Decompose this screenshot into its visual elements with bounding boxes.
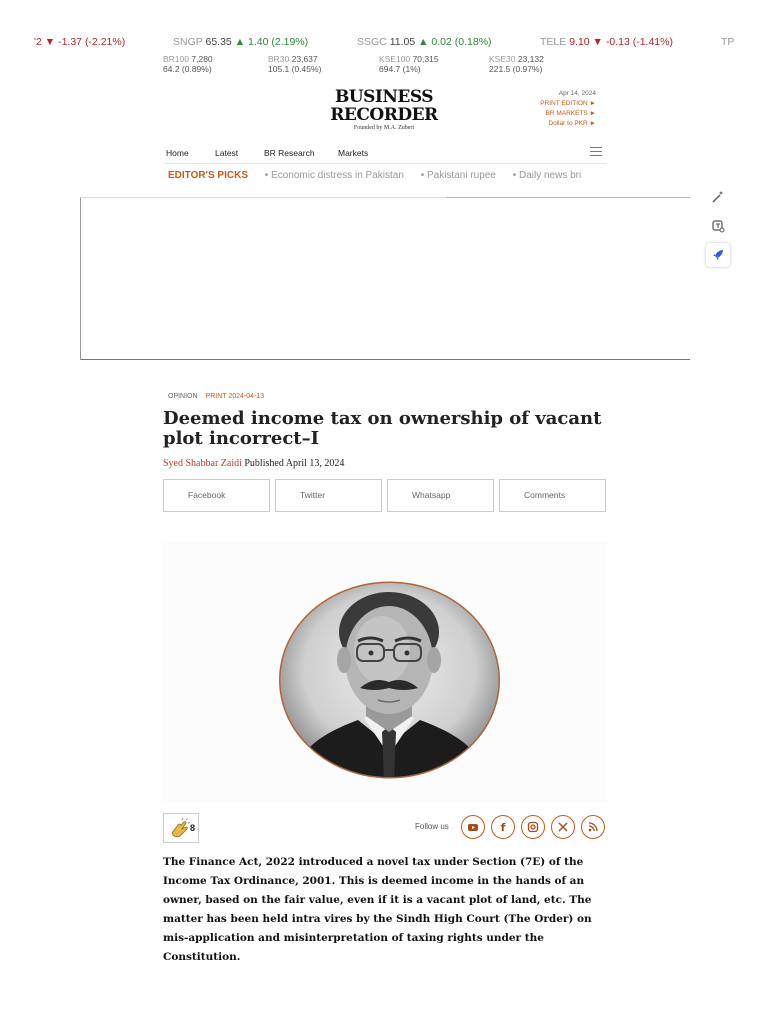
ticker-change: ▼ -0.13 (-1.41%) [592,36,673,48]
x-icon[interactable] [551,815,575,839]
follow-label: Follow us [415,822,449,831]
pick-link[interactable]: • Pakistani rupee [420,170,496,181]
ticker-symbol: TP [721,36,735,48]
index-br100[interactable]: BR100 7,280 64.2 (0.89%) [163,54,213,74]
ticker-symbol: TELE [540,36,567,48]
publish-date: Published April 13, 2024 [244,458,345,469]
share-whatsapp-button[interactable]: Whatsapp [387,479,494,512]
ticker-symbol: SSGC [357,36,387,48]
site-logo[interactable]: BUSINESS RECORDER Founded by M.A. Zuberi [330,87,438,131]
youtube-icon[interactable] [461,815,485,839]
ticker-price: '2 [34,36,42,48]
clap-icon [168,817,190,839]
print-tag[interactable]: PRINT 2024-04-13 [205,393,265,400]
ticker-item[interactable] [721,36,734,48]
ticker-change: ▲ 0.02 (0.18%) [418,36,492,48]
share-bar [163,479,606,512]
nav-br-research[interactable]: BR Research [264,148,315,158]
print-edition-link[interactable]: PRINT EDITION ► [540,100,596,107]
index-kse30[interactable]: KSE30 23,132 221.5 (0.97%) [489,54,544,74]
share-twitter-button[interactable]: Twitter [275,479,382,512]
ticker-price: 65.35 [205,36,232,48]
index-br30[interactable]: BR30 23,637 105.1 (0.45%) [268,54,322,74]
category-link[interactable]: OPINION [168,393,198,400]
article-kicker [168,393,264,400]
ticker-item[interactable] [540,36,673,48]
translate-icon[interactable] [706,214,730,238]
ticker-item[interactable] [357,36,492,48]
masthead-links [500,89,596,129]
nav-home[interactable]: Home [166,148,189,158]
magic-wand-icon[interactable] [706,185,730,209]
editors-picks-title: EDITOR'S PICKS [168,170,248,181]
ticker-item[interactable] [173,36,308,48]
menu-icon[interactable] [590,147,602,157]
comments-button[interactable]: Comments [499,479,606,512]
floating-toolbar [706,185,732,272]
facebook-icon[interactable]: f [491,815,515,839]
ticker-change: ▲ 1.40 (2.19%) [234,36,309,48]
share-facebook-button[interactable]: Facebook [163,479,270,512]
pick-link[interactable]: • Daily news bri [512,170,582,181]
index-kse100[interactable]: KSE100 70,315 694.7 (1%) [379,54,439,74]
author-link[interactable]: Syed Shabbar Zaidi [163,458,242,469]
br-markets-link[interactable]: BR MARKETS ► [545,110,596,117]
ticker-symbol: SNGP [173,36,203,48]
nav-latest[interactable]: Latest [215,148,239,158]
ticker-item[interactable] [34,36,125,48]
edition-date: Apr 14, 2024 [558,90,596,97]
dollar-pkr-link[interactable]: Dollar to PKR ► [548,120,596,127]
main-nav [164,148,606,162]
pick-link[interactable]: • Economic distress in Pakistan [264,170,404,181]
nav-markets[interactable]: Markets [338,148,369,158]
ticker-price: 9.10 [569,36,590,48]
ticker-price: 11.05 [389,36,416,48]
article-headline: Deemed income tax on ownership of vacant plot incorrect–I [163,408,602,449]
byline [163,458,344,469]
clap-count: 8 [190,823,196,833]
ticker-change: ▼ -1.37 (-2.21%) [44,36,126,48]
author-portrait [278,580,501,780]
ad-slot [80,197,690,360]
divider [164,163,606,164]
instagram-icon[interactable] [521,815,545,839]
stock-ticker [0,36,768,50]
rocket-icon[interactable] [706,243,730,267]
article-lead-paragraph: The Finance Act, 2022 introduced a novel tax under Section (7E) of the Income Tax Ordinance, 2001. This is deemed income in the hands of an owner, based on the fair value, even if it is a vacant plot of land, etc. The matter has been held intra vires by the Sindh High Court (The Order) on mis-application and misinterpretation of taxing rights under the Constitution. [163,856,592,963]
editors-picks-bar [168,170,594,184]
rss-icon[interactable] [581,815,605,839]
